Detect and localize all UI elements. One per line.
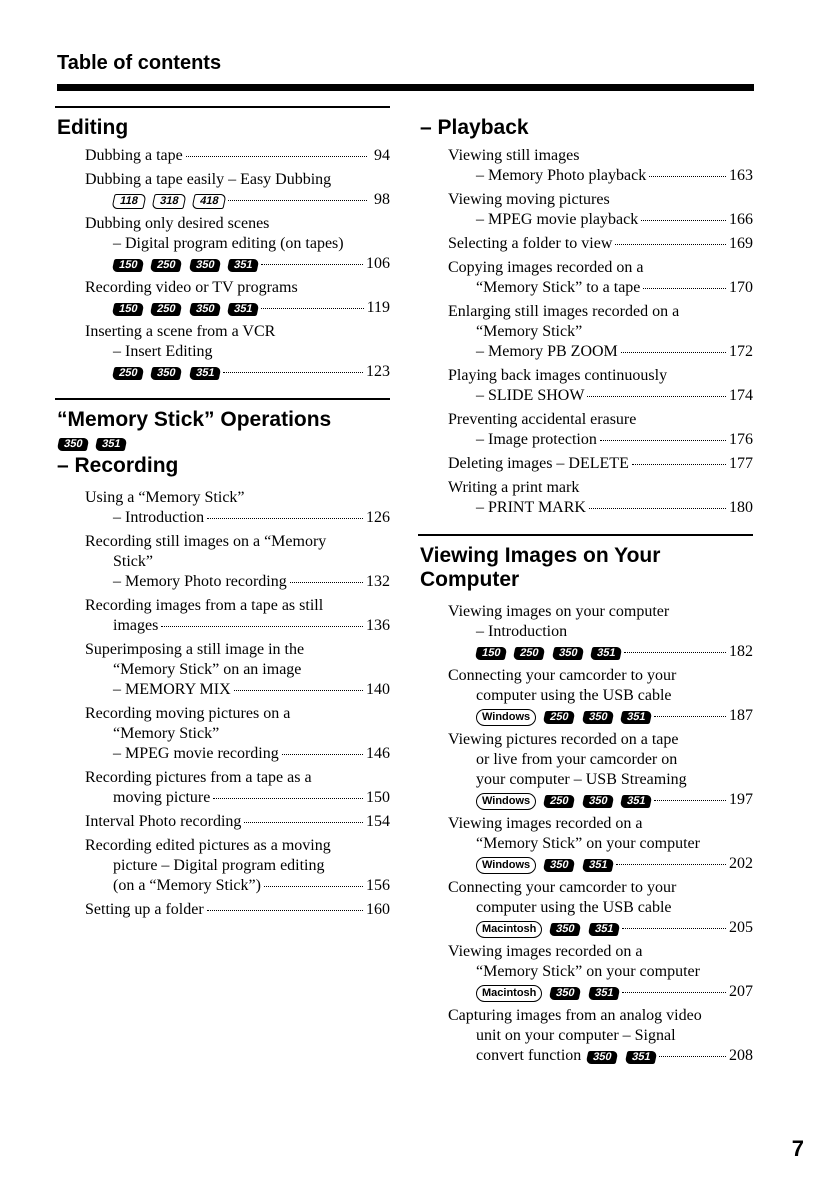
left-column	[55, 106, 390, 924]
dot-leader	[615, 243, 726, 245]
dot-leader	[621, 351, 726, 353]
dot-leader	[244, 821, 363, 823]
toc-entry[interactable]	[85, 640, 390, 700]
page-ref: 136	[366, 617, 390, 634]
page-number: 7	[791, 1136, 804, 1161]
dot-leader	[654, 799, 726, 801]
toc-entry-text: “Memory Stick” to a tape	[476, 279, 641, 296]
dot-leader	[622, 991, 726, 993]
toc-entry-line	[85, 298, 390, 318]
model-badges	[587, 1051, 656, 1064]
toc-entry-text: Dubbing a tape easily – Easy Dubbing	[85, 171, 332, 188]
toc-entry[interactable]	[448, 730, 753, 810]
page-ref: 156	[366, 877, 390, 894]
toc-entry-line	[448, 258, 753, 278]
toc-entry-text: Playing back images continuously	[448, 367, 668, 384]
toc-entry[interactable]	[448, 942, 753, 1002]
toc-entry-line	[85, 552, 390, 572]
dot-leader	[643, 287, 726, 289]
toc-entry-line	[85, 788, 390, 808]
toc-entry-text: picture – Digital program editing	[113, 857, 325, 874]
toc-entry-text: – Memory Photo playback	[476, 167, 647, 184]
toc-entry-text: Copying images recorded on a	[448, 259, 644, 276]
page-ref: 172	[729, 343, 753, 360]
toc-entry-line	[448, 686, 753, 706]
model-badge: 351	[95, 438, 128, 451]
toc-entry-line	[85, 572, 390, 592]
toc-entry-line	[448, 730, 753, 750]
model-badge: 350	[581, 795, 614, 808]
windows-icon: Windows	[476, 793, 536, 810]
toc-entry-text: – Memory PB ZOOM	[476, 343, 618, 360]
toc-entry-text: – Image protection	[476, 431, 597, 448]
toc-entry-text: images	[113, 617, 159, 634]
model-badge: 351	[227, 303, 260, 316]
model-badge: 351	[624, 1051, 657, 1064]
dot-leader	[622, 927, 726, 929]
page-ref: 94	[374, 147, 390, 164]
page-ref: 202	[729, 855, 753, 872]
toc-entry-text: Inserting a scene from a VCR	[85, 323, 276, 340]
page-ref: 182	[729, 643, 753, 660]
model-badge: 350	[150, 367, 183, 380]
toc-entry-line	[85, 640, 390, 660]
section-rule	[418, 534, 753, 536]
toc-entry-text: Capturing images from an analog video	[448, 1007, 702, 1024]
toc-entry[interactable]	[85, 768, 390, 808]
toc-entry-line	[85, 234, 390, 254]
toc-entry-line	[448, 878, 753, 898]
model-badge: 318	[151, 194, 187, 209]
toc-list-recording	[85, 488, 390, 920]
toc-entry-text: your computer – USB Streaming	[476, 771, 687, 788]
model-badge: 350	[543, 859, 576, 872]
toc-entry-line	[448, 814, 753, 834]
toc-entry-text: – MEMORY MIX	[113, 681, 231, 698]
page-ref: 187	[729, 707, 753, 724]
title-rule	[57, 84, 754, 91]
windows-icon: Windows	[476, 857, 536, 874]
toc-entry-text: – Memory Photo recording	[113, 573, 287, 590]
toc-entry[interactable]	[448, 1006, 753, 1066]
toc-entry-line	[85, 616, 390, 636]
toc-entry-text: Dubbing only desired scenes	[85, 215, 270, 232]
toc-entry-line	[448, 962, 753, 982]
toc-entry[interactable]	[448, 878, 753, 938]
model-badge: 350	[586, 1051, 619, 1064]
toc-entry-line	[85, 876, 390, 896]
page-ref: 146	[366, 745, 390, 762]
toc-entry-text: Viewing pictures recorded on a tape	[448, 731, 679, 748]
toc-entry-text: Viewing images recorded on a	[448, 815, 643, 832]
toc-entry-line	[448, 234, 753, 254]
page-ref: 140	[366, 681, 390, 698]
toc-entry[interactable]	[448, 602, 753, 662]
toc-entry-line	[448, 386, 753, 406]
heading-line: Viewing Images on Your	[420, 544, 661, 567]
toc-entry-line	[85, 170, 390, 190]
page-ref: 132	[366, 573, 390, 590]
toc-entry-text: “Memory Stick” on your computer	[476, 963, 700, 980]
toc-entry-line	[448, 918, 753, 938]
dot-leader	[589, 507, 726, 509]
heading-line: Computer	[420, 568, 520, 591]
toc-entry[interactable]	[85, 322, 390, 382]
dot-leader	[261, 307, 363, 309]
toc-entry-line	[448, 982, 753, 1002]
toc-list-playback	[448, 146, 753, 518]
page-ref: 166	[729, 211, 753, 228]
toc-entry[interactable]	[448, 410, 753, 450]
toc-entry-line	[85, 744, 390, 764]
toc-entry-text: “Memory Stick”	[113, 725, 220, 742]
section-subheading-recording: – Recording	[57, 454, 179, 477]
dot-leader	[264, 885, 363, 887]
toc-entry-text: Setting up a folder	[85, 901, 204, 918]
toc-entry-line	[448, 210, 753, 230]
toc-entry[interactable]	[448, 190, 753, 230]
page-ref: 106	[366, 255, 390, 272]
toc-entry-line	[448, 706, 753, 726]
toc-entry-text: Recording video or TV programs	[85, 279, 298, 296]
toc-entry-line	[448, 750, 753, 770]
toc-entry-line	[85, 146, 390, 166]
model-badges	[113, 194, 225, 209]
toc-entry-text: – Introduction	[113, 509, 205, 526]
model-badge: 351	[227, 259, 260, 272]
toc-entry-line	[448, 454, 753, 474]
page-ref: 123	[366, 363, 390, 380]
toc-entry[interactable]	[85, 278, 390, 318]
macintosh-icon: Macintosh	[476, 921, 542, 938]
dot-leader	[234, 689, 363, 691]
toc-entry-text: Superimposing a still image in the	[85, 641, 305, 658]
toc-entry-text: Recording images from a tape as still	[85, 597, 324, 614]
toc-entry[interactable]	[448, 814, 753, 874]
right-column	[418, 106, 753, 1070]
toc-entry[interactable]	[448, 454, 753, 474]
toc-entry-text: Stick”	[113, 553, 153, 570]
toc-entry-line	[85, 322, 390, 342]
dot-leader	[624, 651, 726, 653]
toc-entry-line	[85, 508, 390, 528]
toc-entry-text: Viewing still images	[448, 147, 580, 164]
toc-entry-line	[85, 342, 390, 362]
toc-entry-line	[85, 278, 390, 298]
model-badges	[476, 647, 621, 660]
toc-entry-text: “Memory Stick” on an image	[113, 661, 302, 678]
model-badges	[113, 259, 258, 272]
model-badge: 150	[475, 647, 508, 660]
model-badge: 350	[581, 711, 614, 724]
model-badges	[113, 367, 220, 380]
page-ref: 174	[729, 387, 753, 404]
model-badge: 351	[620, 711, 653, 724]
toc-entry[interactable]	[448, 146, 753, 186]
toc-entry-text: Using a “Memory Stick”	[85, 489, 245, 506]
model-badges	[544, 795, 651, 808]
toc-entry-text: Viewing moving pictures	[448, 191, 610, 208]
toc-entry-text: computer using the USB cable	[476, 687, 672, 704]
toc-entry-text: Recording moving pictures on a	[85, 705, 291, 722]
dot-leader	[207, 517, 363, 519]
page-ref: 160	[366, 901, 390, 918]
toc-entry-text: Interval Photo recording	[85, 813, 242, 830]
toc-entry-line	[448, 410, 753, 430]
toc-entry-line	[448, 1026, 753, 1046]
toc-entry-line	[448, 622, 753, 642]
toc-entry-line	[448, 366, 753, 386]
toc-entry-line	[448, 166, 753, 186]
toc-entry-line	[448, 342, 753, 362]
model-badge: 418	[192, 194, 228, 209]
page-ref: 150	[366, 789, 390, 806]
model-badges	[544, 711, 651, 724]
model-badge: 250	[513, 647, 546, 660]
toc-entry-text: (on a “Memory Stick”)	[113, 877, 261, 894]
toc-entry-line	[448, 1046, 753, 1066]
toc-entry-text: Viewing images recorded on a	[448, 943, 643, 960]
windows-icon: Windows	[476, 709, 536, 726]
model-badge: 250	[112, 367, 145, 380]
toc-entry-text: unit on your computer – Signal	[476, 1027, 676, 1044]
model-badge: 250	[150, 259, 183, 272]
dot-leader	[649, 175, 726, 177]
toc-entry-text: Dubbing a tape	[85, 147, 183, 164]
section-heading-playback: – Playback	[420, 116, 529, 139]
model-badge: 351	[590, 647, 623, 660]
dot-leader	[616, 863, 726, 865]
dot-leader	[228, 199, 367, 201]
toc-entry-line	[448, 898, 753, 918]
page-ref: 126	[366, 509, 390, 526]
toc-entry-line	[448, 642, 753, 662]
toc-entry-line	[448, 146, 753, 166]
toc-entry-text: Connecting your camcorder to your	[448, 879, 677, 896]
toc-entry-line	[448, 770, 753, 790]
toc-list-computer	[448, 602, 753, 1066]
toc-entry-line	[85, 680, 390, 700]
model-badge: 350	[551, 647, 584, 660]
toc-entry-text: – MPEG movie recording	[113, 745, 279, 762]
toc-entry-text: Connecting your camcorder to your	[448, 667, 677, 684]
toc-entry-text: – Introduction	[476, 623, 568, 640]
page-ref: 170	[729, 279, 753, 296]
model-badges	[58, 438, 127, 451]
toc-entry-line	[448, 834, 753, 854]
toc-entry-line	[448, 322, 753, 342]
macintosh-icon: Macintosh	[476, 985, 542, 1002]
toc-entry-line	[448, 666, 753, 686]
section-rule	[55, 106, 390, 108]
toc-entry-text: Writing a print mark	[448, 479, 580, 496]
toc-entry-text: – Digital program editing (on tapes)	[113, 235, 344, 252]
model-badge: 351	[581, 859, 614, 872]
toc-entry-line	[85, 488, 390, 508]
dot-leader	[161, 625, 363, 627]
toc-entry-text: moving picture	[113, 789, 211, 806]
toc-entry[interactable]	[85, 836, 390, 896]
toc-entry-line	[448, 602, 753, 622]
toc-entry[interactable]	[448, 666, 753, 726]
toc-entry-line	[85, 254, 390, 274]
toc-entry-line	[85, 856, 390, 876]
toc-entry-text: convert function	[476, 1047, 582, 1064]
page-ref: 163	[729, 167, 753, 184]
toc-entry-text: Recording edited pictures as a moving	[85, 837, 331, 854]
model-badge: 351	[188, 367, 221, 380]
model-badge: 250	[543, 795, 576, 808]
toc-entry-line	[448, 790, 753, 810]
model-badge: 350	[57, 438, 90, 451]
toc-entry-line	[448, 478, 753, 498]
dot-leader	[641, 219, 726, 221]
section-rule	[55, 398, 390, 400]
toc-entry-text: – MPEG movie playback	[476, 211, 639, 228]
model-badge: 150	[112, 259, 145, 272]
toc-list-editing	[85, 146, 390, 382]
toc-entry[interactable]	[85, 488, 390, 528]
toc-entry-line	[448, 854, 753, 874]
toc-entry[interactable]	[448, 258, 753, 298]
toc-entry[interactable]	[85, 214, 390, 274]
toc-entry-line	[85, 660, 390, 680]
page-ref: 208	[729, 1047, 753, 1064]
model-badges	[550, 987, 619, 1000]
dot-leader	[207, 909, 363, 911]
page-ref: 197	[729, 791, 753, 808]
toc-entry[interactable]	[85, 812, 390, 832]
toc-entry-text: or live from your camcorder on	[476, 751, 678, 768]
toc-entry-line	[85, 190, 390, 210]
dot-leader	[290, 581, 363, 583]
model-badge: 350	[188, 259, 221, 272]
page-ref: 98	[374, 191, 390, 208]
toc-entry-line	[448, 278, 753, 298]
dot-leader	[261, 263, 363, 265]
toc-entry-line	[85, 214, 390, 234]
toc-entry-line	[85, 596, 390, 616]
section-heading-editing: Editing	[57, 116, 129, 139]
toc-entry-line	[85, 836, 390, 856]
dot-leader	[223, 371, 363, 373]
model-badges	[550, 923, 619, 936]
toc-entry[interactable]	[85, 704, 390, 764]
toc-entry-text: computer using the USB cable	[476, 899, 672, 916]
model-badge: 150	[112, 303, 145, 316]
model-badge: 351	[620, 795, 653, 808]
toc-entry-text: Enlarging still images recorded on a	[448, 303, 680, 320]
toc-entry[interactable]	[448, 366, 753, 406]
model-badge: 351	[587, 987, 620, 1000]
toc-entry-text: Deleting images – DELETE	[448, 455, 629, 472]
page-ref: 180	[729, 499, 753, 516]
toc-entry[interactable]	[85, 596, 390, 636]
toc-entry[interactable]	[448, 302, 753, 362]
toc-entry-text: Viewing images on your computer	[448, 603, 670, 620]
model-badge: 350	[188, 303, 221, 316]
page-ref: 177	[729, 455, 753, 472]
toc-entry-text: Recording pictures from a tape as a	[85, 769, 312, 786]
toc-entry-text: “Memory Stick”	[476, 323, 583, 340]
dot-leader	[659, 1055, 726, 1057]
toc-entry[interactable]	[448, 478, 753, 518]
toc-entry-line	[85, 812, 390, 832]
toc-entry-line	[85, 900, 390, 920]
toc-entry-text: Preventing accidental erasure	[448, 411, 637, 428]
toc-entry-line	[448, 942, 753, 962]
toc-entry-text: – PRINT MARK	[476, 499, 586, 516]
page-title: Table of contents	[57, 52, 222, 74]
model-badges	[113, 303, 258, 316]
toc-entry[interactable]	[85, 900, 390, 920]
dot-leader	[282, 753, 363, 755]
toc-entry-line	[85, 724, 390, 744]
page-ref: 119	[366, 299, 390, 316]
page-ref: 176	[729, 431, 753, 448]
section-heading-memory-stick: “Memory Stick” Operations	[57, 408, 332, 431]
page-ref: 205	[729, 919, 753, 936]
toc-entry[interactable]	[85, 146, 390, 166]
toc-entry-line	[85, 532, 390, 552]
model-badge: 118	[111, 194, 146, 209]
toc-entry-line	[85, 768, 390, 788]
dot-leader	[213, 797, 363, 799]
model-badge: 250	[543, 711, 576, 724]
page-ref: 207	[729, 983, 753, 1000]
toc-entry-text: – Insert Editing	[113, 343, 213, 360]
toc-entry-text: – SLIDE SHOW	[476, 387, 585, 404]
model-badge: 250	[150, 303, 183, 316]
model-badge: 350	[549, 923, 582, 936]
toc-entry[interactable]	[85, 532, 390, 592]
section-heading-computer	[420, 544, 753, 592]
model-badge: 350	[549, 987, 582, 1000]
toc-entry-text: “Memory Stick” on your computer	[476, 835, 700, 852]
toc-entry-line	[448, 302, 753, 322]
toc-entry-line	[448, 190, 753, 210]
model-badges	[544, 859, 613, 872]
toc-entry-line	[448, 498, 753, 518]
toc-entry-line	[448, 430, 753, 450]
toc-entry-line	[85, 704, 390, 724]
dot-leader	[186, 155, 367, 157]
toc-entry[interactable]	[448, 234, 753, 254]
page-ref: 154	[366, 813, 390, 830]
toc-entry-line	[448, 1006, 753, 1026]
dot-leader	[600, 439, 726, 441]
dot-leader	[654, 715, 726, 717]
toc-entry-text: Selecting a folder to view	[448, 235, 613, 252]
toc-entry[interactable]	[85, 170, 390, 210]
dot-leader	[587, 395, 726, 397]
dot-leader	[632, 463, 726, 465]
model-badge: 351	[587, 923, 620, 936]
page-ref: 169	[729, 235, 753, 252]
toc-entry-text: Recording still images on a “Memory	[85, 533, 327, 550]
toc-entry-line	[85, 362, 390, 382]
